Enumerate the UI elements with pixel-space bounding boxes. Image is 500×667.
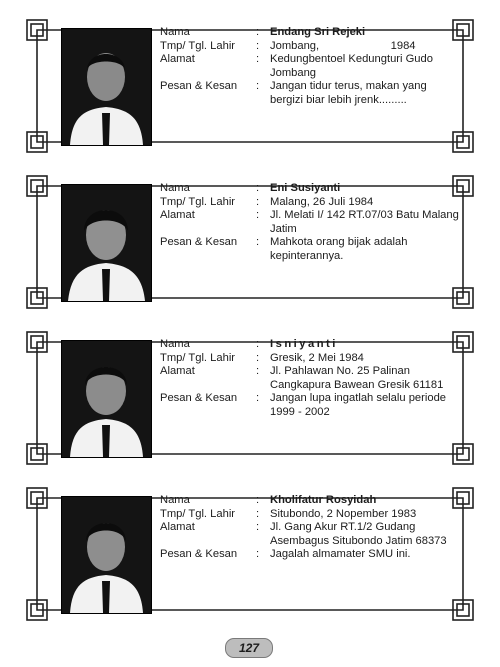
student-card	[25, 18, 475, 154]
separator: :	[256, 26, 260, 38]
address-label: Alamat	[160, 521, 195, 533]
separator: :	[256, 53, 260, 65]
page-number: 127	[225, 638, 273, 658]
message-label: Pesan & Kesan	[160, 548, 238, 560]
message-value: Mahkota orang bijak adalah kepinterannya.	[270, 236, 411, 262]
name-label: Nama	[160, 494, 190, 506]
address-value: Kedungbentoel Kedungturi Gudo Jombang	[270, 53, 437, 79]
separator: :	[256, 182, 260, 194]
student-name: Eni Susiyanti	[270, 182, 341, 194]
message-value: Jangan tidur terus, makan yang bergizi biar lebih jrenk.........	[270, 80, 430, 106]
birth-value: Gresik, 2 Mei 1984	[270, 351, 364, 364]
separator: :	[256, 521, 260, 533]
student-name: Isniyanti	[270, 338, 338, 350]
student-info	[160, 338, 460, 419]
message-value: Jagalah almamater SMU ini.	[270, 548, 411, 560]
student-photo	[61, 184, 152, 302]
message-label: Pesan & Kesan	[160, 236, 238, 248]
message-label: Pesan & Kesan	[160, 80, 238, 92]
separator: :	[256, 80, 260, 92]
student-card	[25, 330, 475, 466]
student-photo	[61, 340, 152, 458]
birth-label: Tmp/ Tgl. Lahir	[160, 507, 236, 520]
separator: :	[256, 195, 260, 208]
name-label: Nama	[160, 182, 190, 194]
student-card	[25, 486, 475, 622]
birth-label: Tmp/ Tgl. Lahir	[160, 195, 236, 208]
birth-label: Tmp/ Tgl. Lahir	[160, 39, 236, 52]
birth-label: Tmp/ Tgl. Lahir	[160, 351, 236, 364]
student-photo	[61, 496, 152, 614]
student-name: Kholifatur Rosyidah	[270, 494, 377, 506]
address-label: Alamat	[160, 53, 195, 65]
address-value: Jl. Melati I/ 142 RT.07/03 Batu Malang Jatim	[270, 209, 462, 235]
separator: :	[256, 39, 260, 52]
message-value: Jangan lupa ingatlah selalu periode 1999 - 2002	[270, 392, 450, 418]
separator: :	[256, 236, 260, 248]
birth-value: Malang, 26 Juli 1984	[270, 195, 374, 208]
name-label: Nama	[160, 338, 190, 350]
address-value: Jl. Gang Akur RT.1/2 Gudang Asembagus Situbondo Jatim 68373	[270, 521, 447, 547]
birth-value: Situbondo, 2 Nopember 1983	[270, 507, 417, 520]
separator: :	[256, 548, 260, 560]
separator: :	[256, 351, 260, 364]
separator: :	[256, 365, 260, 377]
address-label: Alamat	[160, 365, 195, 377]
student-photo	[61, 28, 152, 146]
student-name: Endang Sri Rejeki	[270, 26, 366, 38]
birth-value: Jombang, 1984	[270, 39, 416, 52]
separator: :	[256, 494, 260, 506]
address-label: Alamat	[160, 209, 195, 221]
student-card	[25, 174, 475, 310]
separator: :	[256, 507, 260, 520]
name-label: Nama	[160, 26, 190, 38]
message-label: Pesan & Kesan	[160, 392, 238, 404]
separator: :	[256, 338, 260, 350]
student-info	[160, 26, 460, 107]
separator: :	[256, 392, 260, 404]
student-info	[160, 494, 460, 562]
address-value: Jl. Pahlawan No. 25 Palinan Cangkapura Bawean Gresik 61181	[270, 365, 444, 391]
separator: :	[256, 209, 260, 221]
student-info	[160, 182, 460, 263]
